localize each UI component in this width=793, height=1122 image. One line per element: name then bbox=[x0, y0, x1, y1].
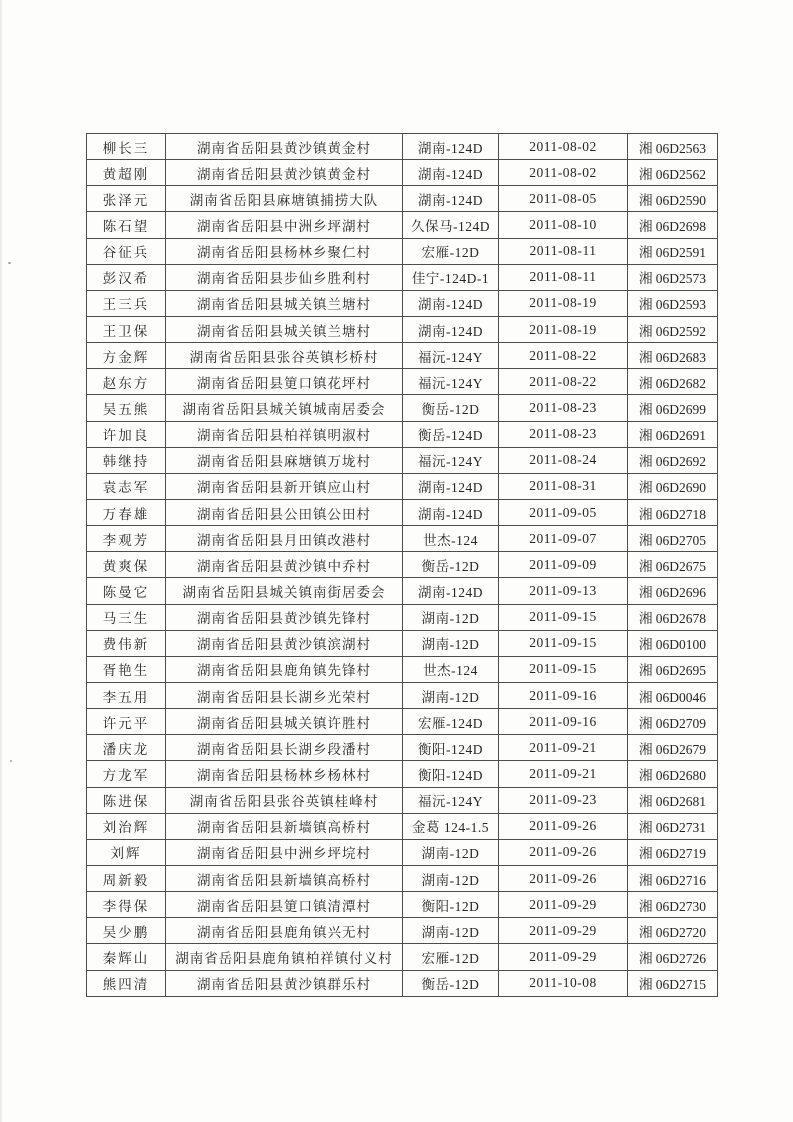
model-cell: 福沅-124Y bbox=[403, 343, 499, 369]
table-row bbox=[87, 604, 718, 630]
date-cell: 2011-08-23 bbox=[499, 395, 628, 421]
name-cell: 谷征兵 bbox=[87, 238, 166, 264]
name-cell: 柳长三 bbox=[87, 134, 166, 160]
name-cell: 潘庆龙 bbox=[87, 735, 166, 761]
date-cell: 2011-09-23 bbox=[499, 787, 628, 813]
address-cell: 湖南省岳阳县杨林乡杨林村 bbox=[166, 761, 403, 787]
registration-table-body bbox=[87, 134, 718, 997]
plate-cell: 湘 06D2682 bbox=[628, 369, 718, 395]
address-cell: 湖南省岳阳县黄沙镇群乐村 bbox=[166, 970, 403, 997]
table-row bbox=[87, 552, 718, 578]
name-cell: 彭汉希 bbox=[87, 264, 166, 290]
address-cell: 湖南省岳阳县城关镇兰塘村 bbox=[166, 316, 403, 342]
plate-cell: 湘 06D2719 bbox=[628, 839, 718, 865]
model-cell: 衡阳-12D bbox=[403, 892, 499, 918]
address-cell: 湖南省岳阳县中洲乡坪湖村 bbox=[166, 212, 403, 238]
date-cell: 2011-09-05 bbox=[499, 499, 628, 525]
name-cell: 陈石望 bbox=[87, 212, 166, 238]
name-cell: 黄超刚 bbox=[87, 160, 166, 186]
date-cell: 2011-09-07 bbox=[499, 526, 628, 552]
name-cell: 刘辉 bbox=[87, 839, 166, 865]
model-cell: 金葛 124-1.5 bbox=[403, 813, 499, 839]
name-cell: 王卫保 bbox=[87, 316, 166, 342]
table-row bbox=[87, 499, 718, 525]
table-row bbox=[87, 944, 718, 970]
date-cell: 2011-08-11 bbox=[499, 238, 628, 264]
address-cell: 湖南省岳阳县筻口镇清潭村 bbox=[166, 892, 403, 918]
table-row bbox=[87, 630, 718, 656]
date-cell: 2011-09-29 bbox=[499, 944, 628, 970]
model-cell: 衡岳-12D bbox=[403, 970, 499, 997]
scan-speck bbox=[10, 760, 12, 762]
address-cell: 湖南省岳阳县柏祥镇明淑村 bbox=[166, 421, 403, 447]
table-row bbox=[87, 787, 718, 813]
plate-cell: 湘 06D2681 bbox=[628, 787, 718, 813]
table-row bbox=[87, 290, 718, 316]
address-cell: 湖南省岳阳县城关镇城南居委会 bbox=[166, 395, 403, 421]
address-cell: 湖南省岳阳县麻塘镇捕捞大队 bbox=[166, 186, 403, 212]
model-cell: 衡岳-12D bbox=[403, 552, 499, 578]
name-cell: 黄爽保 bbox=[87, 552, 166, 578]
address-cell: 湖南省岳阳县筻口镇花坪村 bbox=[166, 369, 403, 395]
name-cell: 赵东方 bbox=[87, 369, 166, 395]
table-row bbox=[87, 421, 718, 447]
date-cell: 2011-08-10 bbox=[499, 212, 628, 238]
date-cell: 2011-08-22 bbox=[499, 343, 628, 369]
name-cell: 李得保 bbox=[87, 892, 166, 918]
model-cell: 湖南-12D bbox=[403, 918, 499, 944]
plate-cell: 湘 06D2563 bbox=[628, 134, 718, 160]
model-cell: 湖南-124D bbox=[403, 499, 499, 525]
plate-cell: 湘 06D2680 bbox=[628, 761, 718, 787]
model-cell: 湖南-12D bbox=[403, 604, 499, 630]
model-cell: 宏雁-12D bbox=[403, 238, 499, 264]
plate-cell: 湘 06D2730 bbox=[628, 892, 718, 918]
scan-edge-shadow bbox=[0, 0, 3, 1122]
plate-cell: 湘 06D2592 bbox=[628, 316, 718, 342]
table-row bbox=[87, 316, 718, 342]
plate-cell: 湘 06D2675 bbox=[628, 552, 718, 578]
name-cell: 许元平 bbox=[87, 709, 166, 735]
name-cell: 韩继持 bbox=[87, 447, 166, 473]
date-cell: 2011-09-29 bbox=[499, 892, 628, 918]
plate-cell: 湘 06D2695 bbox=[628, 656, 718, 682]
date-cell: 2011-09-21 bbox=[499, 761, 628, 787]
date-cell: 2011-09-15 bbox=[499, 604, 628, 630]
address-cell: 湖南省岳阳县城关镇南街居委会 bbox=[166, 578, 403, 604]
name-cell: 费伟新 bbox=[87, 630, 166, 656]
date-cell: 2011-09-09 bbox=[499, 552, 628, 578]
model-cell: 湖南-12D bbox=[403, 839, 499, 865]
address-cell: 湖南省岳阳县杨林乡聚仁村 bbox=[166, 238, 403, 264]
plate-cell: 湘 06D2718 bbox=[628, 499, 718, 525]
table-row bbox=[87, 264, 718, 290]
plate-cell: 湘 06D2696 bbox=[628, 578, 718, 604]
model-cell: 宏雁-12D bbox=[403, 944, 499, 970]
model-cell: 湖南-124D bbox=[403, 186, 499, 212]
table-row bbox=[87, 865, 718, 891]
model-cell: 世杰-124 bbox=[403, 656, 499, 682]
model-cell: 久保马-124D bbox=[403, 212, 499, 238]
name-cell: 刘治辉 bbox=[87, 813, 166, 839]
address-cell: 湖南省岳阳县黄沙镇中乔村 bbox=[166, 552, 403, 578]
date-cell: 2011-09-16 bbox=[499, 682, 628, 708]
plate-cell: 湘 06D2678 bbox=[628, 604, 718, 630]
date-cell: 2011-08-24 bbox=[499, 447, 628, 473]
model-cell: 福沅-124Y bbox=[403, 787, 499, 813]
model-cell: 衡岳-124D bbox=[403, 421, 499, 447]
plate-cell: 湘 06D2591 bbox=[628, 238, 718, 264]
plate-cell: 湘 06D2690 bbox=[628, 473, 718, 499]
address-cell: 湖南省岳阳县公田镇公田村 bbox=[166, 499, 403, 525]
table-row bbox=[87, 447, 718, 473]
table-row bbox=[87, 892, 718, 918]
table-row bbox=[87, 160, 718, 186]
table-row bbox=[87, 369, 718, 395]
plate-cell: 湘 06D2593 bbox=[628, 290, 718, 316]
scan-speck bbox=[8, 262, 11, 264]
date-cell: 2011-09-15 bbox=[499, 656, 628, 682]
address-cell: 湖南省岳阳县鹿角镇柏祥镇付义村 bbox=[166, 944, 403, 970]
plate-cell: 湘 06D2709 bbox=[628, 709, 718, 735]
address-cell: 湖南省岳阳县步仙乡胜利村 bbox=[166, 264, 403, 290]
model-cell: 湖南-12D bbox=[403, 865, 499, 891]
table-row bbox=[87, 970, 718, 997]
table-row bbox=[87, 918, 718, 944]
plate-cell: 湘 06D2683 bbox=[628, 343, 718, 369]
date-cell: 2011-08-22 bbox=[499, 369, 628, 395]
model-cell: 世杰-124 bbox=[403, 526, 499, 552]
name-cell: 马三生 bbox=[87, 604, 166, 630]
model-cell: 湖南-124D bbox=[403, 160, 499, 186]
model-cell: 福沅-124Y bbox=[403, 369, 499, 395]
name-cell: 方龙军 bbox=[87, 761, 166, 787]
date-cell: 2011-09-15 bbox=[499, 630, 628, 656]
plate-cell: 湘 06D0100 bbox=[628, 630, 718, 656]
model-cell: 衡阳-124D bbox=[403, 761, 499, 787]
date-cell: 2011-09-26 bbox=[499, 865, 628, 891]
model-cell: 湖南-124D bbox=[403, 316, 499, 342]
table-row bbox=[87, 761, 718, 787]
model-cell: 衡阳-124D bbox=[403, 735, 499, 761]
plate-cell: 湘 06D2573 bbox=[628, 264, 718, 290]
model-cell: 湖南-124D bbox=[403, 473, 499, 499]
model-cell: 湖南-12D bbox=[403, 630, 499, 656]
date-cell: 2011-08-02 bbox=[499, 134, 628, 160]
plate-cell: 湘 06D0046 bbox=[628, 682, 718, 708]
address-cell: 湖南省岳阳县城关镇许胜村 bbox=[166, 709, 403, 735]
model-cell: 湖南-124D bbox=[403, 578, 499, 604]
name-cell: 吴少鹏 bbox=[87, 918, 166, 944]
name-cell: 秦辉山 bbox=[87, 944, 166, 970]
table-row bbox=[87, 134, 718, 160]
table-row bbox=[87, 735, 718, 761]
model-cell: 湖南-124D bbox=[403, 290, 499, 316]
address-cell: 湖南省岳阳县新墙镇高桥村 bbox=[166, 865, 403, 891]
table-row bbox=[87, 682, 718, 708]
date-cell: 2011-09-26 bbox=[499, 813, 628, 839]
date-cell: 2011-08-19 bbox=[499, 316, 628, 342]
address-cell: 湖南省岳阳县月田镇改港村 bbox=[166, 526, 403, 552]
name-cell: 周新毅 bbox=[87, 865, 166, 891]
name-cell: 张泽元 bbox=[87, 186, 166, 212]
date-cell: 2011-09-21 bbox=[499, 735, 628, 761]
plate-cell: 湘 06D2715 bbox=[628, 970, 718, 997]
table-row bbox=[87, 526, 718, 552]
plate-cell: 湘 06D2691 bbox=[628, 421, 718, 447]
model-cell: 湖南-124D bbox=[403, 134, 499, 160]
address-cell: 湖南省岳阳县鹿角镇兴无村 bbox=[166, 918, 403, 944]
date-cell: 2011-08-23 bbox=[499, 421, 628, 447]
table-row bbox=[87, 343, 718, 369]
plate-cell: 湘 06D2720 bbox=[628, 918, 718, 944]
table-row bbox=[87, 656, 718, 682]
table-row bbox=[87, 238, 718, 264]
model-cell: 宏雁-124D bbox=[403, 709, 499, 735]
date-cell: 2011-09-16 bbox=[499, 709, 628, 735]
date-cell: 2011-09-13 bbox=[499, 578, 628, 604]
date-cell: 2011-08-05 bbox=[499, 186, 628, 212]
plate-cell: 湘 06D2562 bbox=[628, 160, 718, 186]
address-cell: 湖南省岳阳县新墙镇高桥村 bbox=[166, 813, 403, 839]
name-cell: 胥艳生 bbox=[87, 656, 166, 682]
date-cell: 2011-09-26 bbox=[499, 839, 628, 865]
table-row bbox=[87, 212, 718, 238]
date-cell: 2011-08-31 bbox=[499, 473, 628, 499]
plate-cell: 湘 06D2692 bbox=[628, 447, 718, 473]
name-cell: 许加良 bbox=[87, 421, 166, 447]
name-cell: 李五用 bbox=[87, 682, 166, 708]
table-row bbox=[87, 473, 718, 499]
date-cell: 2011-08-02 bbox=[499, 160, 628, 186]
date-cell: 2011-10-08 bbox=[499, 970, 628, 997]
address-cell: 湖南省岳阳县中洲乡坪垸村 bbox=[166, 839, 403, 865]
address-cell: 湖南省岳阳县长湖乡光荣村 bbox=[166, 682, 403, 708]
name-cell: 李观芳 bbox=[87, 526, 166, 552]
name-cell: 熊四清 bbox=[87, 970, 166, 997]
date-cell: 2011-09-29 bbox=[499, 918, 628, 944]
address-cell: 湖南省岳阳县张谷英镇桂峰村 bbox=[166, 787, 403, 813]
table-row bbox=[87, 186, 718, 212]
table-row bbox=[87, 709, 718, 735]
plate-cell: 湘 06D2590 bbox=[628, 186, 718, 212]
plate-cell: 湘 06D2716 bbox=[628, 865, 718, 891]
name-cell: 万春雄 bbox=[87, 499, 166, 525]
name-cell: 袁志军 bbox=[87, 473, 166, 499]
name-cell: 陈曼它 bbox=[87, 578, 166, 604]
address-cell: 湖南省岳阳县黄沙镇滨湖村 bbox=[166, 630, 403, 656]
date-cell: 2011-08-19 bbox=[499, 290, 628, 316]
plate-cell: 湘 06D2705 bbox=[628, 526, 718, 552]
plate-cell: 湘 06D2726 bbox=[628, 944, 718, 970]
table-row bbox=[87, 813, 718, 839]
plate-cell: 湘 06D2698 bbox=[628, 212, 718, 238]
plate-cell: 湘 06D2679 bbox=[628, 735, 718, 761]
name-cell: 陈进保 bbox=[87, 787, 166, 813]
address-cell: 湖南省岳阳县麻塘镇万垅村 bbox=[166, 447, 403, 473]
plate-cell: 湘 06D2699 bbox=[628, 395, 718, 421]
address-cell: 湖南省岳阳县张谷英镇杉桥村 bbox=[166, 343, 403, 369]
plate-cell: 湘 06D2731 bbox=[628, 813, 718, 839]
name-cell: 方金辉 bbox=[87, 343, 166, 369]
model-cell: 佳宁-124D-1 bbox=[403, 264, 499, 290]
address-cell: 湖南省岳阳县新开镇应山村 bbox=[166, 473, 403, 499]
name-cell: 吴五熊 bbox=[87, 395, 166, 421]
address-cell: 湖南省岳阳县城关镇兰塘村 bbox=[166, 290, 403, 316]
address-cell: 湖南省岳阳县黄沙镇黄金村 bbox=[166, 160, 403, 186]
model-cell: 湖南-12D bbox=[403, 682, 499, 708]
address-cell: 湖南省岳阳县黄沙镇黄金村 bbox=[166, 134, 403, 160]
registration-table bbox=[86, 133, 718, 997]
date-cell: 2011-08-11 bbox=[499, 264, 628, 290]
address-cell: 湖南省岳阳县长湖乡段潘村 bbox=[166, 735, 403, 761]
table-row bbox=[87, 578, 718, 604]
address-cell: 湖南省岳阳县黄沙镇先锋村 bbox=[166, 604, 403, 630]
table-row bbox=[87, 395, 718, 421]
address-cell: 湖南省岳阳县鹿角镇先锋村 bbox=[166, 656, 403, 682]
model-cell: 衡岳-12D bbox=[403, 395, 499, 421]
name-cell: 王三兵 bbox=[87, 290, 166, 316]
table-row bbox=[87, 839, 718, 865]
model-cell: 福沅-124Y bbox=[403, 447, 499, 473]
